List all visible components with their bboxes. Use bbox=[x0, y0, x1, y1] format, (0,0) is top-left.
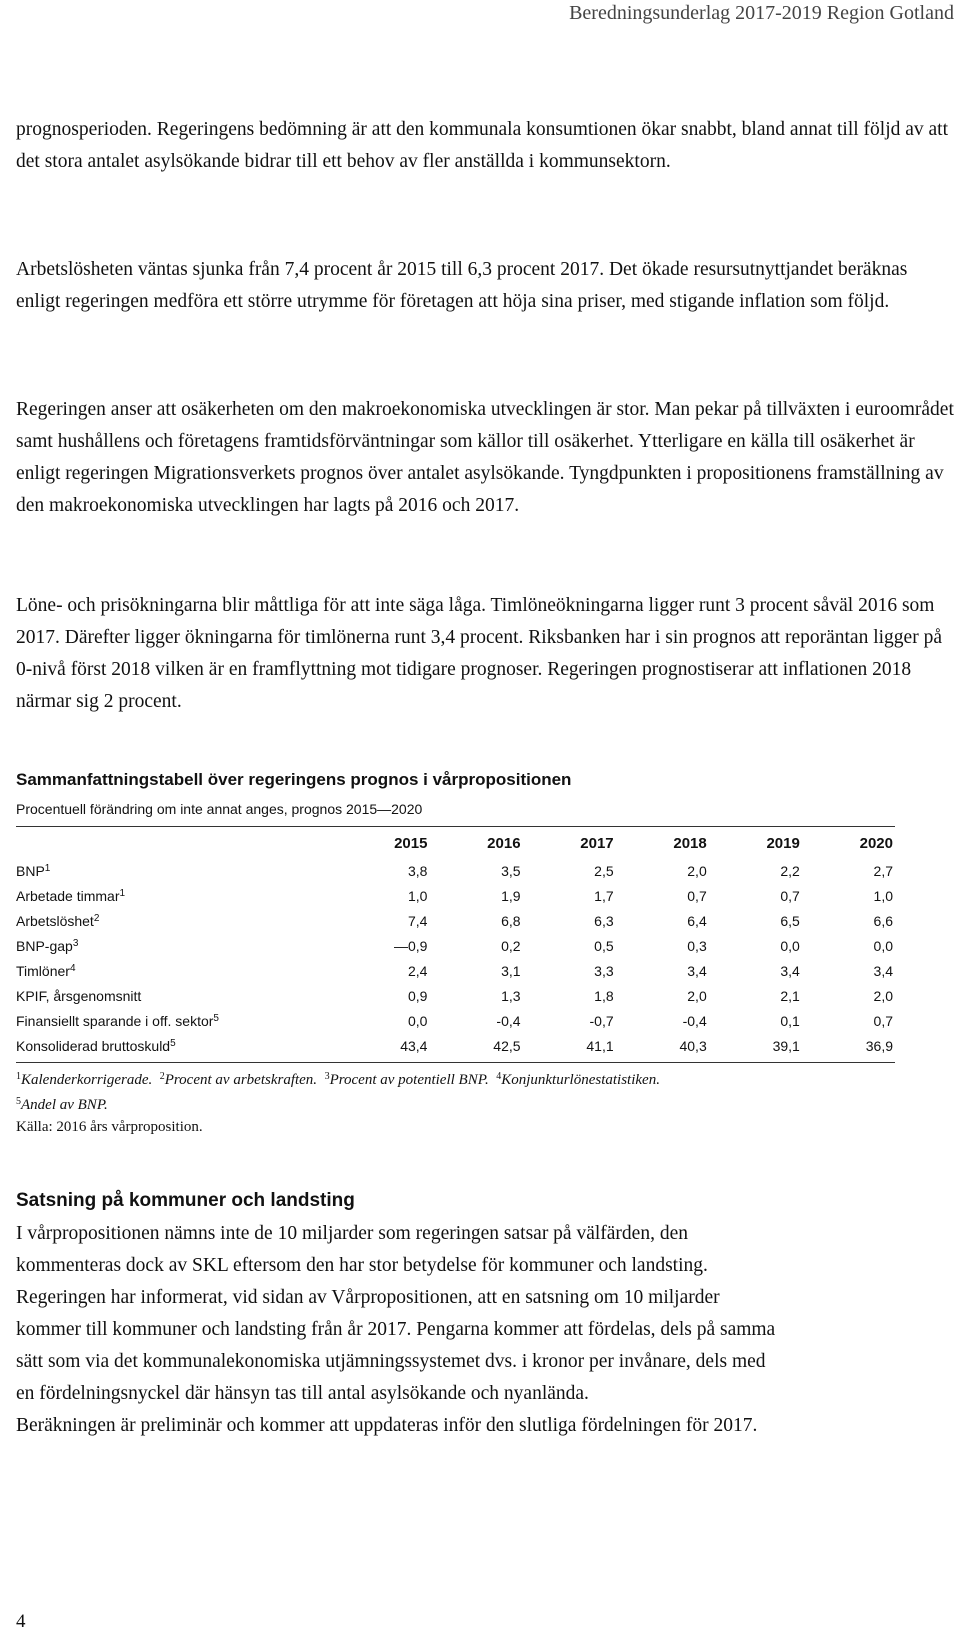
table-row bbox=[16, 958, 895, 983]
section-line: sätt som via det kommunalekonomiska utjämningssystemet dvs. i kronor per invånare, dels med bbox=[16, 1351, 766, 1372]
cell-value: 0,7 bbox=[780, 887, 800, 904]
footnote-ref: 1 bbox=[119, 887, 126, 899]
running-header: Beredningsunderlag 2017-2019 Region Gotland bbox=[569, 2, 954, 24]
section-line: en fördelningsnyckel där hänsyn tas till antal asylsökande och nyanlända. bbox=[16, 1383, 589, 1404]
table-row bbox=[16, 883, 895, 908]
cell-value: 2,5 bbox=[594, 862, 614, 879]
year-header: 2018 bbox=[673, 834, 707, 852]
paragraph-text: Regeringen anser att osäkerheten om den makroekonomiska utvecklingen är stor. Man pekar på tillväxten i euroområdet samt hushållens och företagens framtidsförväntningar som källor till osäkerhet. Ytterligare en källa till osäkerhet är enligt regeringen Migrationsverkets prognos över antalet asylsökande. Tyngdpunkten i propositionens framställning av den makroekonomiska utvecklingen har lagts på 2016 och 2017. bbox=[16, 399, 954, 516]
cell-value: —0,9 bbox=[393, 937, 428, 954]
footnote-ref: 3 bbox=[72, 937, 79, 949]
table-title: Sammanfattningstabell över regeringens prognos i vårpropositionen bbox=[16, 770, 572, 789]
cell-value: 0,0 bbox=[407, 1012, 428, 1029]
table-row bbox=[16, 933, 895, 958]
cell-value: 39,1 bbox=[772, 1037, 800, 1054]
footnote-ref: 5 bbox=[213, 1012, 219, 1024]
cell-value: 0,9 bbox=[407, 987, 428, 1004]
section-line: I vårpropositionen nämns inte de 10 miljarder som regeringen satsar på välfärden, den bbox=[16, 1223, 688, 1244]
cell-value: 6,8 bbox=[501, 912, 521, 929]
cell-value: 0,1 bbox=[780, 1012, 800, 1029]
paragraph-text: Löne- och prisökningarna blir måttliga för att inte säga låga. Timlöneökningarna ligger runt 3 procent såväl 2016 som 2017. Därefter ligger ökningarna för timlönerna runt 3,4 procent. Riksbanken har i sin prognos att reporäntan ligger på 0-nivå först 2018 vilken är en framflyttning mot tidigare prognoser. Regeringen prognostiserar att inflationen 2018 närmar sig 2 procent. bbox=[16, 595, 942, 712]
footnote-ref: 5 bbox=[170, 1037, 176, 1049]
cell-value: 6,5 bbox=[780, 912, 800, 929]
cell-value: 0,2 bbox=[501, 937, 521, 954]
year-header: 2017 bbox=[580, 834, 614, 852]
row-label: Finansiellt sparande i off. sektor$^5$ bbox=[16, 1012, 219, 1029]
cell-value: 2,2 bbox=[780, 862, 800, 879]
cell-value: 0,3 bbox=[687, 937, 707, 954]
section-line: Regeringen har informerat, vid sidan av Vårpropositionen, att en satsning om 10 miljarder bbox=[16, 1287, 720, 1308]
table-subtitle: Procentuell förändring om inte annat anges, prognos 2015—2020 bbox=[16, 801, 423, 817]
header-label-cell bbox=[16, 828, 336, 858]
table-body bbox=[16, 858, 895, 1058]
cell-value: 43,4 bbox=[400, 1037, 428, 1054]
row-label: Arbetslöshet$^2$ bbox=[16, 912, 100, 929]
year-header: 2015 bbox=[394, 834, 428, 852]
cell-value: 1,7 bbox=[594, 887, 614, 904]
cell-value: 0,7 bbox=[687, 887, 707, 904]
source-note: Källa: 2016 års vårproposition. bbox=[16, 1119, 203, 1135]
footnote-line: $^5$Andel av BNP. bbox=[16, 1096, 108, 1113]
cell-value: 2,0 bbox=[873, 987, 893, 1004]
cell-value: 36,9 bbox=[865, 1037, 893, 1054]
cell-value: -0,4 bbox=[496, 1012, 521, 1029]
footnote-line: $^1$Kalenderkorrigerade. $^2$Procent av arbetskraften. $^3$Procent av potentiell BNP. $^4$Konjunkturlönestatistiken. bbox=[16, 1071, 660, 1088]
cell-value: 2,0 bbox=[687, 862, 707, 879]
cell-value: 0,0 bbox=[873, 937, 893, 954]
cell-value: 3,5 bbox=[501, 862, 521, 879]
cell-value: 3,4 bbox=[873, 962, 893, 979]
paragraph-consumption bbox=[16, 114, 956, 178]
paragraph-text: prognosperioden. Regeringens bedömning är att den kommunala konsumtionen ökar snabbt, bland annat till följd av att det stora antalet asylsökande bidrar till ett behov av fler anställda i kommunsektorn. bbox=[16, 119, 949, 172]
cell-value: 2,7 bbox=[873, 862, 893, 879]
table-row bbox=[16, 1008, 895, 1033]
cell-value: 1,8 bbox=[594, 987, 614, 1004]
row-label: Konsoliderad bruttoskuld$^5$ bbox=[16, 1037, 176, 1054]
cell-value: 6,3 bbox=[594, 912, 614, 929]
cell-value: 2,4 bbox=[407, 962, 428, 979]
table-header-row bbox=[16, 828, 895, 858]
section-heading: Satsning på kommuner och landsting bbox=[16, 1190, 355, 1211]
cell-value: 6,4 bbox=[687, 912, 707, 929]
table-row bbox=[16, 858, 895, 883]
section-line: kommer till kommuner och landsting från år 2017. Pengarna kommer att fördelas, dels på samma bbox=[16, 1319, 776, 1340]
cell-value: 1,3 bbox=[501, 987, 521, 1004]
cell-value: 7,4 bbox=[407, 912, 428, 929]
row-label: BNP-gap$^3$ bbox=[16, 937, 79, 954]
paragraph-unemployment bbox=[16, 254, 956, 318]
table-row bbox=[16, 908, 895, 933]
footnote-ref: 2 bbox=[93, 912, 100, 924]
paragraph-wages-prices bbox=[16, 590, 956, 718]
cell-value: 0,5 bbox=[594, 937, 614, 954]
cell-value: -0,4 bbox=[682, 1012, 707, 1029]
cell-value: 0,0 bbox=[780, 937, 800, 954]
cell-value: 3,1 bbox=[501, 962, 521, 979]
row-label: BNP$^1$ bbox=[16, 862, 51, 879]
section-body bbox=[16, 1218, 956, 1442]
cell-value: 3,4 bbox=[780, 962, 800, 979]
section-line: Beräkningen är preliminär och kommer att uppdateras inför den slutliga fördelningen för 2017. bbox=[16, 1415, 758, 1436]
cell-value: 2,1 bbox=[780, 987, 800, 1004]
paragraph-uncertainty bbox=[16, 394, 956, 522]
row-label: Arbetade timmar$^1$ bbox=[16, 887, 126, 904]
cell-value: 3,8 bbox=[407, 862, 428, 879]
table-bottom-rule bbox=[16, 1062, 895, 1063]
paragraph-text: Arbetslösheten väntas sjunka från 7,4 procent år 2015 till 6,3 procent 2017. Det ökade resursutnyttjandet beräknas enligt regeringen medföra ett större utrymme för företagen att höja sina priser, med stigande inflation som följd. bbox=[16, 259, 908, 312]
year-header: 2016 bbox=[487, 834, 521, 852]
cell-value: 1,0 bbox=[873, 887, 893, 904]
footnote-ref: 4 bbox=[69, 962, 76, 974]
table-row bbox=[16, 1033, 895, 1058]
forecast-table bbox=[16, 828, 895, 1058]
footnote-ref: 1 bbox=[44, 862, 51, 874]
cell-value: 42,5 bbox=[493, 1037, 521, 1054]
cell-value: 1,9 bbox=[501, 887, 521, 904]
cell-value: 3,3 bbox=[594, 962, 614, 979]
table-row bbox=[16, 983, 895, 1008]
cell-value: 0,7 bbox=[873, 1012, 893, 1029]
year-header: 2019 bbox=[766, 834, 800, 852]
row-label: KPIF, årsgenomsnitt bbox=[16, 987, 142, 1004]
cell-value: -0,7 bbox=[589, 1012, 614, 1029]
table-top-rule bbox=[16, 826, 895, 827]
row-label: Timlöner$^4$ bbox=[16, 962, 76, 979]
page-number: 4 bbox=[16, 1611, 26, 1632]
cell-value: 6,6 bbox=[873, 912, 893, 929]
table-footnotes bbox=[16, 1066, 660, 1138]
cell-value: 2,0 bbox=[687, 987, 707, 1004]
cell-value: 41,1 bbox=[586, 1037, 614, 1054]
cell-value: 1,0 bbox=[407, 887, 428, 904]
cell-value: 3,4 bbox=[687, 962, 707, 979]
year-header: 2020 bbox=[859, 834, 893, 852]
section-line: kommenteras dock av SKL eftersom den har stor betydelse för kommuner och landsting. bbox=[16, 1255, 708, 1276]
cell-value: 40,3 bbox=[679, 1037, 707, 1054]
